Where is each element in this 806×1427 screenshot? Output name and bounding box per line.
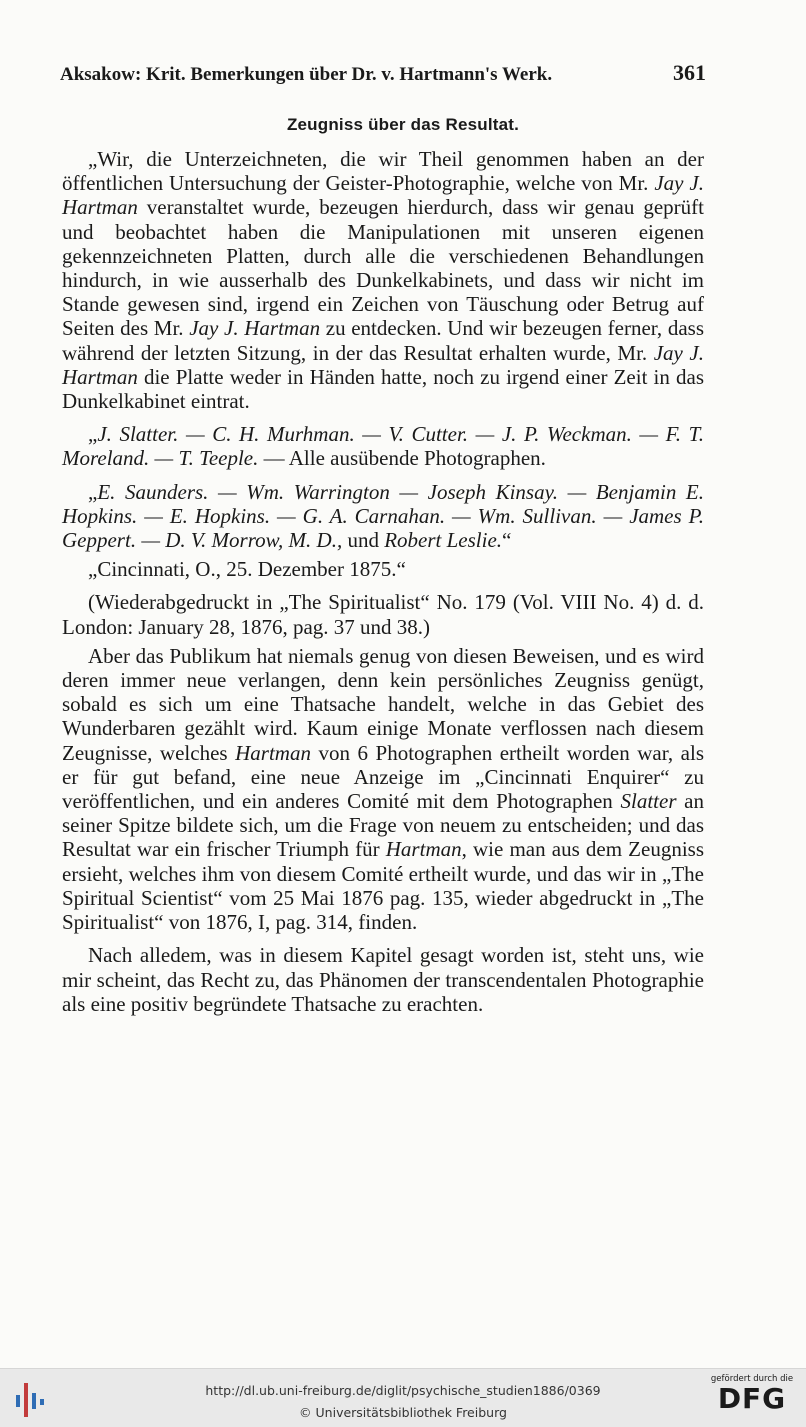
- dfg-wordmark: DFG: [717, 1382, 787, 1415]
- text-run: veranstaltet wurde, bezeugen hierdurch, dass wir genau geprüft und beobachtet haben die Manipulationen mit unseren eigenen gekennzeichneten Platten, durch alle die verschiedenen Behandlungen hindurch, in wie ausserhalb des Dunkelkabinets, und dass wir nicht im Stande gewesen sind, irgend ein Zeichen von Täuschung oder Betrug auf Seiten des Mr.: [62, 195, 704, 341]
- italic-name-run: J. Slatter. — C. H. Murhman. — V. Cutter. — J. P. Weckman. — F. T. Moreland. — T. Teeple.: [62, 422, 704, 471]
- section-title: Zeugniss über das Resultat.: [286, 115, 520, 134]
- text-run: die Platte weder in Händen hatte, noch zu irgend einer Zeit in das Dunkelkabinet eintrat.: [62, 364, 704, 414]
- text-run: , wie man aus dem Zeugniss ersieht, welches ihm von diesem Comité ertheilt wurde, und das wir in „The Spiritual Scientist“ vom 25 Mai 1876 pag. 135, wieder abgedruckt in „The Spiritualist“ von 1876, I, pag. 314, finden.: [62, 837, 704, 935]
- text-run: zu entdecken. Und wir bezeugen ferner, dass während der letzten Sitzung, in der das Resultat erhalten wurde, Mr.: [62, 316, 705, 365]
- text-run: Aber das Publikum hat niemals genug von diesen Beweisen, und es wird deren immer neue verlangen, denn kein persönliches Zeugniss genügt, sobald es sich um eine Thatsache handelt, welche in das Gebiet des Wunderbaren gezählt wird. Kaum einige Monate verflossen nach diesem Zeugnisse, welches: [62, 643, 704, 765]
- permalink-url[interactable]: http://dl.ub.uni-freiburg.de/diglit/psychische_studien1886/0369: [205, 1383, 601, 1398]
- text-run: „Wir, die Unterzeichneten, die wir Theil genommen haben an der öffentlichen Untersuchung der Geister-Photographie, welche von Mr.: [62, 147, 704, 196]
- running-head: [60, 60, 706, 86]
- paragraph-testimony: [62, 147, 704, 413]
- italic-name-run: Hartman: [235, 740, 311, 765]
- text-run: — Alle ausübende Photographen.: [258, 446, 546, 471]
- text-run: „Cincinnati, O., 25. Dezember 1875.“: [88, 557, 406, 582]
- text-run: und: [342, 528, 385, 553]
- paragraph-signatories-others: [62, 480, 704, 553]
- italic-name-run: E. Saunders. — Wm. Warrington — Joseph Kinsay. — Benjamin E. Hopkins. — E. Hopkins. — G. A. Carnahan. — Wm. Sullivan. — James P. Geppert. — D. V. Morrow, M. D.,: [62, 479, 704, 553]
- text-run: Nach alledem, was in diesem Kapitel gesagt worden ist, steht uns, wie mir scheint, das Recht zu, das Phänomen der transcendentalen Photographie als eine positiv begründete Thatsache zu erachten.: [62, 943, 704, 1016]
- italic-name-run: Jay J. Hartman: [189, 316, 321, 341]
- running-title: Aksakow: Krit. Bemerkungen über Dr. v. Hartmann's Werk.: [60, 64, 553, 85]
- italic-name-run: Slatter: [620, 789, 677, 814]
- text-run: an seiner Spitze bildete sich, um die Frage von neuem zu entscheiden; und das Resultat war ein frischer Triumph für: [62, 789, 704, 862]
- italic-name-run: Jay J. Hartman: [62, 171, 704, 220]
- dfg-logo: [710, 1374, 794, 1414]
- copyright-notice: © Universitätsbibliothek Freiburg: [299, 1405, 507, 1420]
- italic-name-run: Robert Leslie.: [384, 528, 503, 553]
- text-run: „: [88, 422, 98, 447]
- paragraph-place-date: [62, 557, 704, 581]
- text-run: von 6 Photographen ertheilt worden war, als er für gut befand, eine neue Anzeige im „Cincinnati Enquirer“ zu veröffentlichen, und ein anderes Comité mit dem Photographen: [62, 740, 704, 814]
- paragraph-public-evidence: [62, 644, 704, 934]
- page-number: 361: [673, 60, 706, 85]
- text-run: „: [88, 479, 98, 504]
- paragraph-signatories-photographers: [62, 422, 704, 470]
- dfg-tagline: gefördert durch die: [710, 1374, 794, 1384]
- italic-name-run: Jay J. Hartman: [62, 340, 705, 389]
- paragraph-reprint-note: [62, 590, 704, 638]
- text-run: “: [502, 528, 512, 553]
- italic-name-run: Hartman: [385, 837, 462, 862]
- body-text: [62, 147, 704, 1016]
- paragraph-conclusion: [62, 943, 704, 1016]
- viewer-footer: [0, 1368, 806, 1427]
- text-run: (Wiederabgedruckt in „The Spiritualist“ No. 179 (Vol. VIII No. 4) d. d. London: January 28, 1876, pag. 37 und 38.): [62, 590, 704, 639]
